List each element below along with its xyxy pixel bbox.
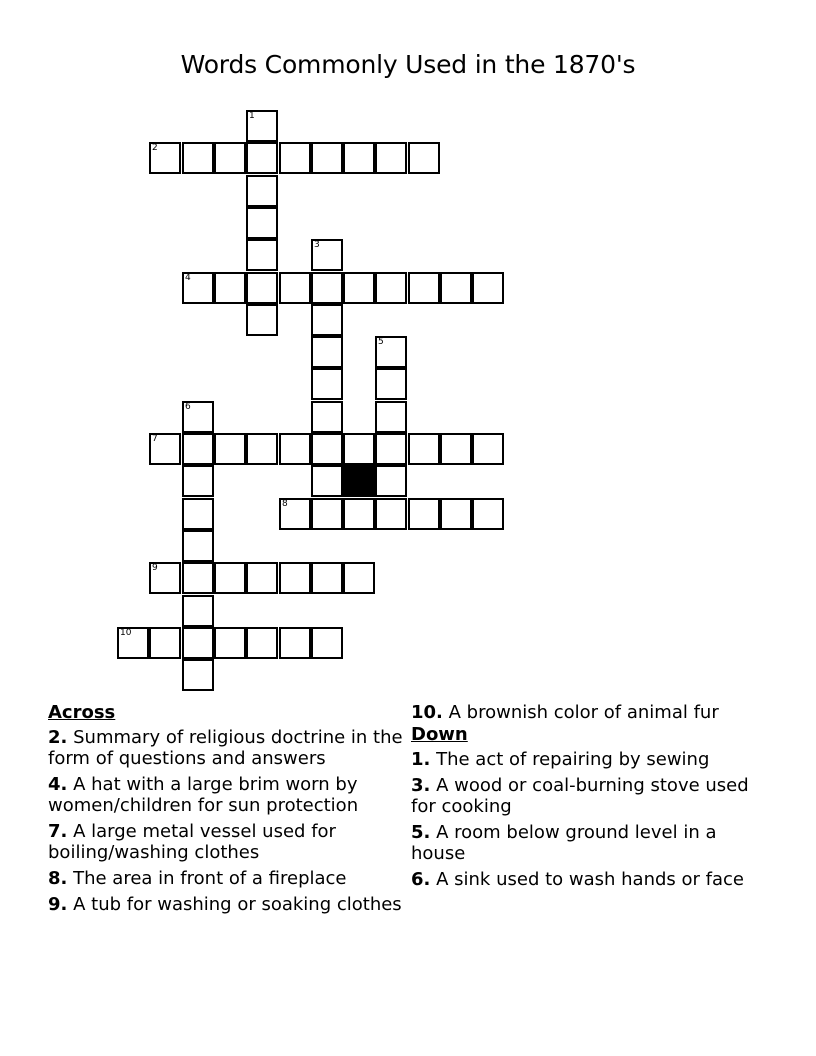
grid-cell[interactable]: [182, 562, 214, 594]
grid-cell[interactable]: [375, 368, 407, 400]
grid-cell[interactable]: [375, 142, 407, 174]
grid-cell[interactable]: [440, 433, 472, 465]
grid-cell[interactable]: [408, 272, 440, 304]
grid-cell[interactable]: [343, 142, 375, 174]
grid-cell[interactable]: [311, 336, 343, 368]
grid-cell[interactable]: [311, 304, 343, 336]
grid-cell[interactable]: [279, 433, 311, 465]
grid-cell[interactable]: [408, 433, 440, 465]
clue-across-2: 2. Summary of religious doctrine in the form of questions and answers: [48, 727, 403, 769]
grid-cell[interactable]: [214, 272, 246, 304]
clue-number: 2: [152, 143, 158, 153]
clue-across-4: 4. A hat with a large brim worn by women/children for sun protection: [48, 774, 359, 816]
grid-cell[interactable]: [182, 530, 214, 562]
grid-cell[interactable]: [279, 498, 311, 530]
clue-number: 3: [314, 240, 320, 250]
clue-down-5: 5. A room below ground level in a house: [411, 822, 717, 864]
clue-number: 5: [378, 337, 384, 347]
grid-cell[interactable]: [214, 562, 246, 594]
grid-cell[interactable]: [246, 175, 278, 207]
grid-cell[interactable]: [182, 465, 214, 497]
clue-down-3: 3. A wood or coal-burning stove used for cooking: [411, 775, 749, 817]
grid-cell[interactable]: [149, 142, 181, 174]
grid-cell[interactable]: [214, 433, 246, 465]
grid-cell[interactable]: [472, 498, 504, 530]
grid-cell[interactable]: [375, 433, 407, 465]
grid-cell[interactable]: [182, 401, 214, 433]
grid-cell[interactable]: [149, 433, 181, 465]
clue-across-7: 7. A large metal vessel used for boiling/washing clothes: [48, 821, 336, 863]
grid-cell[interactable]: [246, 272, 278, 304]
clue-down-6: 6. A sink used to wash hands or face: [411, 869, 744, 890]
grid-cell[interactable]: [182, 433, 214, 465]
clue-across-9: 9. A tub for washing or soaking clothes: [48, 894, 402, 915]
grid-cell[interactable]: [343, 433, 375, 465]
grid-cell[interactable]: [149, 627, 181, 659]
across-heading: Across: [48, 702, 116, 723]
clue-number: 7: [152, 434, 158, 444]
clue-number: 10: [120, 628, 132, 638]
grid-cell[interactable]: [311, 368, 343, 400]
grid-cell[interactable]: [214, 142, 246, 174]
grid-cell[interactable]: [246, 207, 278, 239]
clue-down-1: 1. The act of repairing by sewing: [411, 749, 710, 770]
grid-cell[interactable]: [182, 659, 214, 691]
grid-cell[interactable]: [311, 465, 343, 497]
clue-across-8: 8. The area in front of a fireplace: [48, 868, 347, 889]
grid-cell[interactable]: [311, 627, 343, 659]
grid-cell[interactable]: [246, 433, 278, 465]
grid-cell[interactable]: [311, 272, 343, 304]
grid-cell[interactable]: [311, 433, 343, 465]
grid-cell[interactable]: [279, 272, 311, 304]
clue-number: 9: [152, 563, 158, 573]
grid-cell[interactable]: [279, 562, 311, 594]
grid-cell[interactable]: [246, 110, 278, 142]
grid-cell[interactable]: [343, 498, 375, 530]
grid-cell[interactable]: [182, 595, 214, 627]
grid-cell[interactable]: [440, 498, 472, 530]
grid-cell[interactable]: [311, 142, 343, 174]
puzzle-title: Words Commonly Used in the 1870's: [180, 50, 636, 79]
clue-number: 4: [185, 273, 191, 283]
clue-number: 1: [249, 111, 255, 121]
grid-cell[interactable]: [182, 272, 214, 304]
grid-cell[interactable]: [472, 272, 504, 304]
grid-cell[interactable]: [246, 304, 278, 336]
grid-cell[interactable]: [182, 627, 214, 659]
clues-column-right: [411, 702, 771, 895]
grid-cell[interactable]: [311, 239, 343, 271]
grid-cell[interactable]: [117, 627, 149, 659]
down-heading: Down: [411, 724, 468, 745]
clue-across-10: 10. A brownish color of animal fur: [411, 702, 719, 723]
grid-cell[interactable]: [182, 498, 214, 530]
grid-cell[interactable]: [472, 433, 504, 465]
grid-cell[interactable]: [246, 562, 278, 594]
grid-cell[interactable]: [279, 142, 311, 174]
grid-cell[interactable]: [375, 272, 407, 304]
grid-cell[interactable]: [246, 142, 278, 174]
grid-cell[interactable]: [279, 627, 311, 659]
grid-cell[interactable]: [375, 465, 407, 497]
grid-cell[interactable]: [375, 336, 407, 368]
grid-cell[interactable]: [375, 401, 407, 433]
grid-cell[interactable]: [343, 562, 375, 594]
grid-cell[interactable]: [182, 142, 214, 174]
clues-column-left: [48, 702, 408, 920]
grid-cell[interactable]: [343, 272, 375, 304]
clue-number: 8: [282, 499, 288, 509]
grid-cell[interactable]: [375, 498, 407, 530]
grid-cell[interactable]: [311, 401, 343, 433]
grid-cell[interactable]: [246, 239, 278, 271]
grid-cell[interactable]: [214, 627, 246, 659]
grid-cell[interactable]: [149, 562, 181, 594]
clue-number: 6: [185, 402, 191, 412]
grid-cell[interactable]: [440, 272, 472, 304]
grid-cell[interactable]: [311, 562, 343, 594]
grid-cell[interactable]: [408, 142, 440, 174]
blocked-cell: [343, 465, 375, 497]
grid-cell[interactable]: [311, 498, 343, 530]
grid-cell[interactable]: [408, 498, 440, 530]
grid-cell[interactable]: [246, 627, 278, 659]
